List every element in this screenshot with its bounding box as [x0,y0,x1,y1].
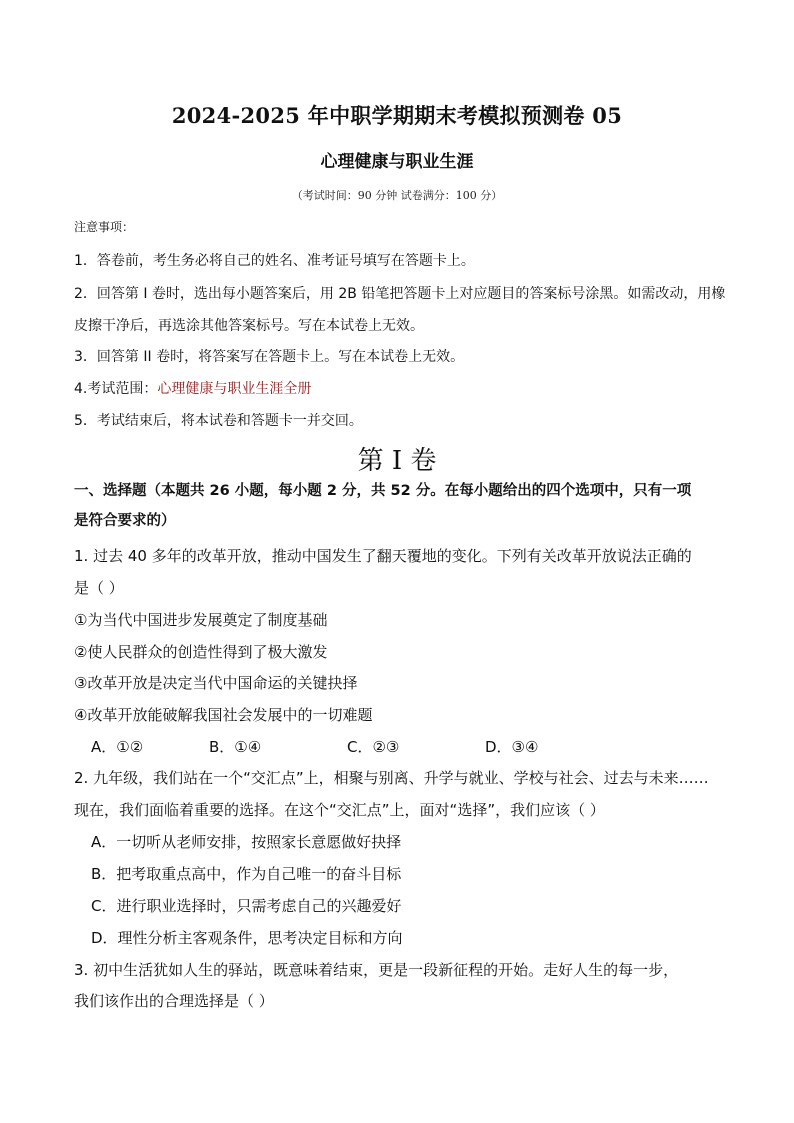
note-item-1: 1．答卷前，考生务必将自己的姓名、准考证号填写在答题卡上。 [74,253,475,269]
scope-value: 心理健康与职业生涯全册 [157,381,312,397]
question-2-stem-line-2: 现在，我们面临着重要的选择。在这个“交汇点”上，面对“选择”，我们应该（ ） [74,801,605,819]
section-instruction-line-1: 一、选择题（本题共 26 小题，每小题 2 分，共 52 分。在每小题给出的四个选项中，只有一项 [74,483,692,499]
question-2-stem-line-1: 2. 九年级，我们站在一个“交汇点”上，相聚与别离、升学与就业、学校与社会、过去与未来…… [74,769,709,787]
question-1-option-b: B．①④ [209,738,262,756]
exam-info: （考试时间：90 分钟 试卷满分：100 分） [291,189,503,202]
note-item-5: 5．考试结束后，将本试卷和答题卡一并交回。 [74,413,363,429]
exam-subject: 心理健康与职业生涯 [320,152,474,172]
question-1-statement-3: ③改革开放是决定当代中国命运的关键抉择 [74,674,358,692]
section-instruction-line-2: 是符合要求的） [74,513,176,529]
section-heading: 第 I 卷 [357,446,437,476]
note-item-4 [74,378,311,398]
question-2-option-d: D．理性分析主客观条件，思考决定目标和方向 [91,929,403,947]
question-1-stem-line-1: 1. 过去 40 多年的改革开放，推动中国发生了翻天覆地的变化。下列有关改革开放说法正确的 [74,547,692,565]
notes-heading: 注意事项： [74,220,135,234]
question-1-stem-line-2: 是（ ） [74,579,124,597]
question-2-option-b: B．把考取重点高中，作为自己唯一的奋斗目标 [91,865,402,883]
question-1-statement-2: ②使人民群众的创造性得到了极大激发 [74,643,328,661]
scope-label: 4.考试范围： [74,381,158,397]
question-1-statement-4: ④改革开放能破解我国社会发展中的一切难题 [74,706,373,724]
note-item-2-line-1: 2．回答第 I 卷时，选出每小题答案后，用 2B 铅笔把答题卡上对应题目的答案标号涂黑。如需改动，用橡 [74,286,726,302]
note-item-2-line-2: 皮擦干净后，再选涂其他答案标号。写在本试卷上无效。 [74,318,424,334]
question-2-option-c: C．进行职业选择时，只需考虑自己的兴趣爱好 [91,897,402,915]
question-1-option-a: A．①② [91,738,144,756]
question-3-stem-line-2: 我们该作出的合理选择是（ ） [74,992,274,1010]
exam-title: 2024-2025 年中职学期期末考模拟预测卷 05 [171,103,623,128]
question-1-option-c: C．②③ [347,738,400,756]
question-1-option-d: D．③④ [485,738,539,756]
question-2-option-a: A．一切听从老师安排，按照家长意愿做好抉择 [91,833,402,851]
note-item-3: 3．回答第 II 卷时，将答案写在答题卡上。写在本试卷上无效。 [74,349,465,365]
question-1-statement-1: ①为当代中国进步发展奠定了制度基础 [74,611,328,629]
question-3-stem-line-1: 3. 初中生活犹如人生的驿站，既意味着结束，更是一段新征程的开始。走好人生的每一步， [74,961,679,979]
